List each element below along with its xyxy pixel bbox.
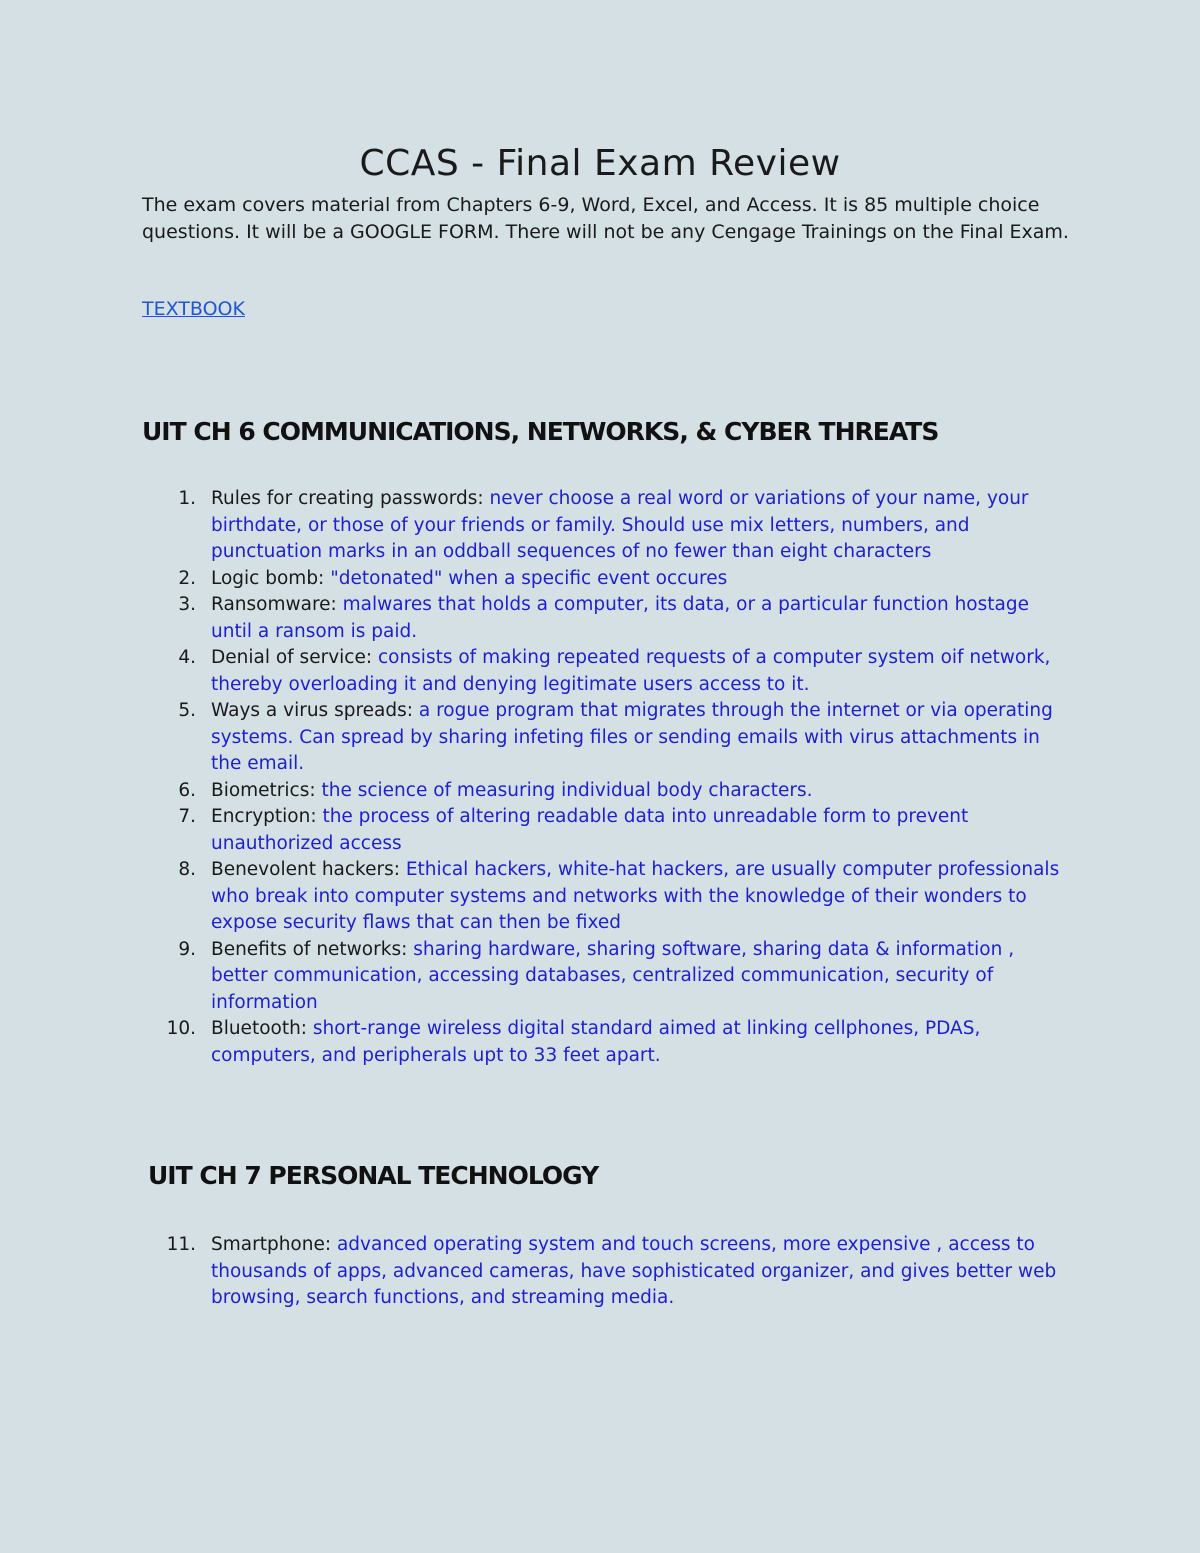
item-definition: short-range wireless digital standard aimed at linking cellphones, PDAS, computers, and peripherals upt to 33 feet apart. (211, 1018, 981, 1066)
list-item (140, 698, 1060, 778)
item-definition: the process of altering readable data into unreadable form to prevent unauthorized access (211, 806, 969, 854)
question-list-ch6 (140, 486, 1060, 1069)
item-term: Smartphone: (211, 1234, 337, 1255)
item-term: Encryption: (211, 806, 323, 827)
intro-paragraph: The exam covers material from Chapters 6-9, Word, Excel, and Access. It is 85 multiple choice questions. It will be a GOOGLE FORM. There will not be any Cengage Trainings on the Final Exam. (142, 194, 1069, 243)
list-item (140, 937, 1060, 1017)
list-item (140, 1016, 1060, 1069)
item-number: 11. (166, 1234, 196, 1255)
list-item (140, 486, 1060, 566)
item-term: Bluetooth: (211, 1018, 313, 1039)
item-number: 8. (178, 859, 196, 880)
item-definition: sharing hardware, sharing software, sharing data & information , better communication, accessing databases, centralized communication, security of information (211, 938, 1015, 1013)
item-definition: advanced operating system and touch screens, more expensive , access to thousands of apps, advanced cameras, have sophisticated organizer, and gives better web browsing, search functions, and streaming media. (211, 1234, 1057, 1308)
section-heading-ch7: UIT CH 7 PERSONAL TECHNOLOGY (148, 1161, 599, 1190)
item-number: 7. (178, 806, 196, 827)
item-number: 1. (178, 488, 196, 509)
item-number: 9. (178, 938, 196, 960)
list-item (140, 566, 1060, 593)
item-number: 2. (178, 567, 196, 589)
item-number: 3. (178, 594, 196, 615)
list-item (140, 778, 1060, 805)
list-item (140, 1232, 1060, 1312)
textbook-link[interactable]: TEXTBOOK (142, 298, 245, 320)
item-definition: malwares that holds a computer, its data, or a particular function hostage until a ransom is paid. (211, 594, 1029, 642)
item-number: 10. (166, 1018, 196, 1039)
item-term: Denial of service: (211, 647, 378, 668)
page-title: CCAS - Final Exam Review (359, 143, 841, 184)
list-item (140, 857, 1060, 937)
item-term: Biometrics: (211, 779, 322, 801)
item-term: Ways a virus spreads: (211, 700, 419, 721)
item-term: Rules for creating passwords: (211, 488, 490, 509)
list-item (140, 592, 1060, 645)
item-term: Ransomware: (211, 594, 343, 615)
item-definition: Ethical hackers, white-hat hackers, are usually computer professionals who break into computer systems and networks with the knowledge of their wonders to expose security flaws that can then be fixed (211, 859, 1060, 933)
item-number: 4. (178, 647, 196, 668)
item-term: Benefits of networks: (211, 938, 414, 960)
item-definition: "detonated" when a specific event occures (330, 567, 728, 589)
list-item (140, 804, 1060, 857)
item-definition: a rogue program that migrates through the internet or via operating systems. Can spread by sharing infeting files or sending emails with virus attachments in the email. (211, 700, 1053, 774)
section-heading-ch6: UIT CH 6 COMMUNICATIONS, NETWORKS, & CYBER THREATS (142, 417, 939, 446)
item-number: 6. (178, 779, 196, 801)
item-term: Benevolent hackers: (211, 859, 406, 880)
item-term: Logic bomb: (211, 567, 331, 589)
item-definition: consists of making repeated requests of a computer system oif network, thereby overloading it and denying legitimate users access to it. (211, 647, 1051, 695)
item-definition: never choose a real word or variations of your name, your birthdate, or those of your friends or family. Should use mix letters, numbers, and punctuation marks in an oddball sequences of no fewer than eight characters (211, 488, 1029, 562)
question-list-ch7 (140, 1232, 1060, 1312)
item-number: 5. (178, 700, 196, 721)
item-definition: the science of measuring individual body characters. (321, 779, 813, 801)
list-item (140, 645, 1060, 698)
